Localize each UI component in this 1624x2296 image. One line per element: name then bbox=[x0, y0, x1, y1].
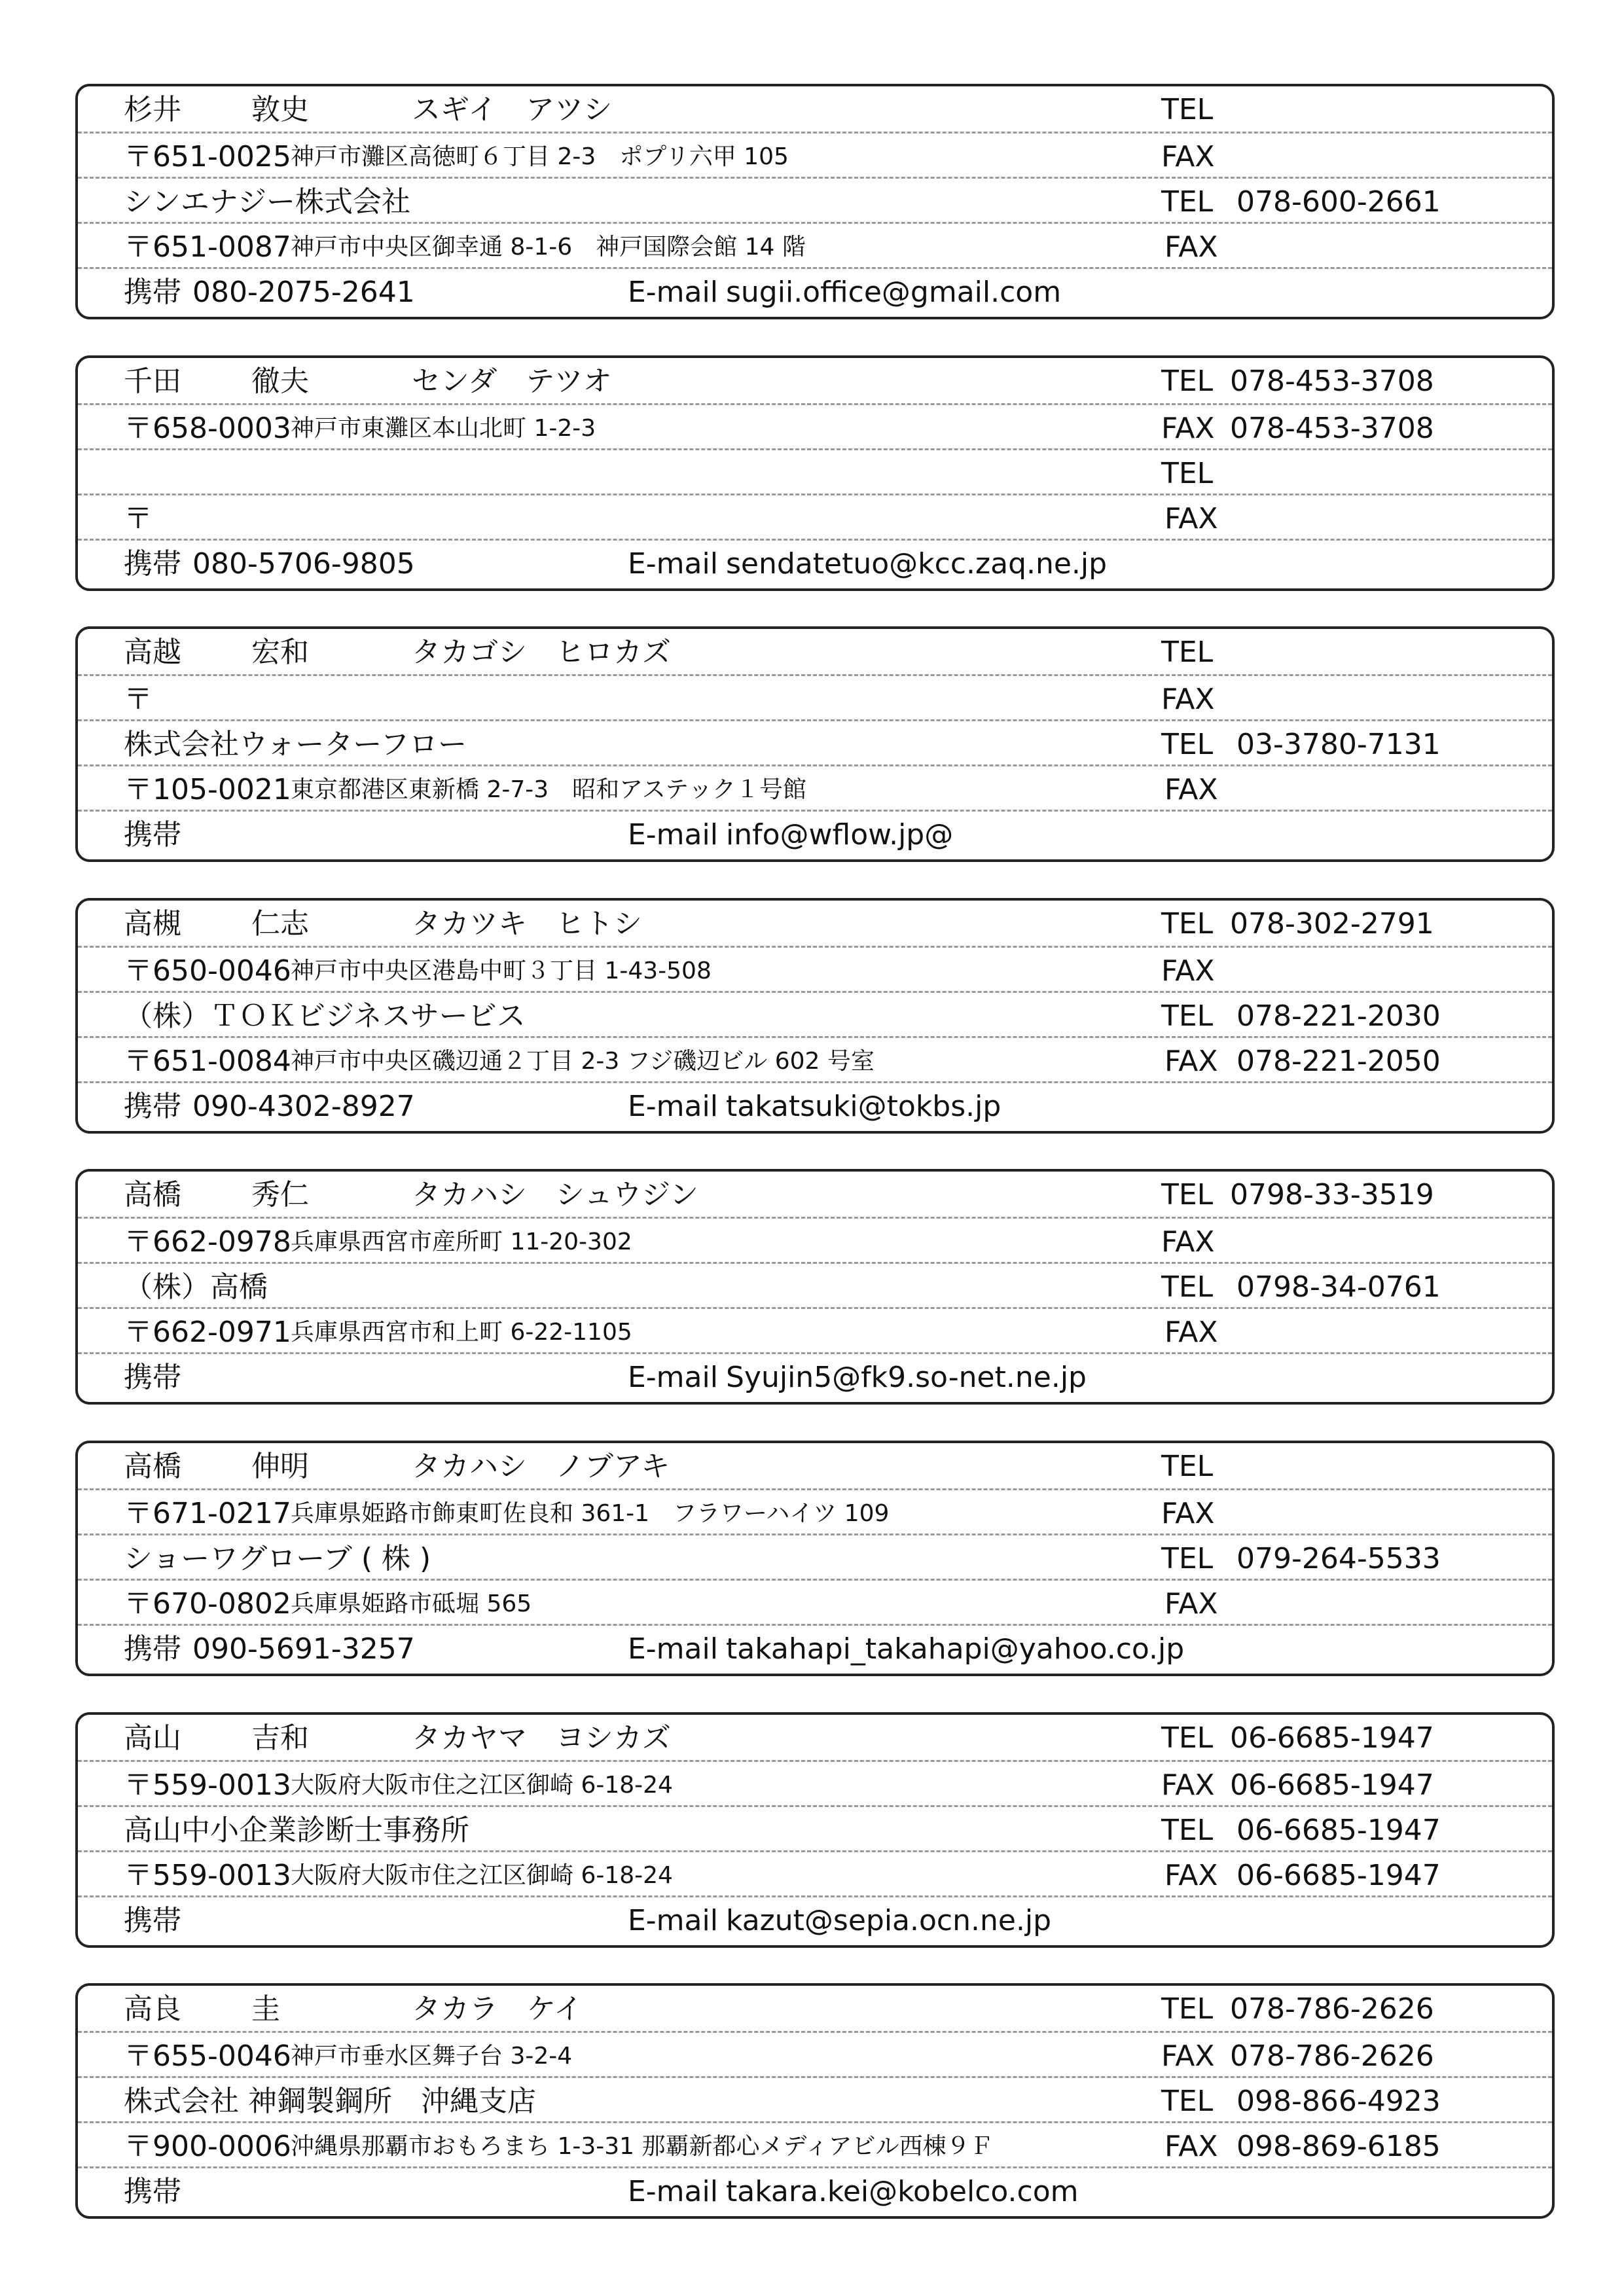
work-tel-label: TEL bbox=[1161, 999, 1214, 1033]
work-fax-label: FAX bbox=[1164, 502, 1218, 535]
card-row bbox=[78, 86, 1552, 132]
email-label: E-mail bbox=[628, 1904, 718, 1937]
home-fax-label: FAX bbox=[1161, 683, 1215, 716]
mobile-label: 携帯 bbox=[124, 2175, 181, 2208]
email-address: takahapi_takahapi@yahoo.co.jp bbox=[726, 1632, 1185, 1666]
work-fax-label: FAX bbox=[1164, 1045, 1218, 1078]
work-tel-label: TEL bbox=[1161, 2085, 1214, 2118]
home-postal-code: 〒559-0013 bbox=[124, 1768, 291, 1802]
card-row bbox=[78, 448, 1552, 493]
work-tel: 03-3780-7131 bbox=[1236, 728, 1441, 761]
work-postal-code: 〒 bbox=[124, 502, 153, 535]
email-label: E-mail bbox=[628, 1090, 718, 1123]
surname: 高良 bbox=[124, 1992, 181, 2026]
card-row bbox=[78, 1534, 1552, 1579]
card-row bbox=[78, 991, 1552, 1036]
card-row bbox=[78, 1307, 1552, 1352]
home-fax-label: FAX bbox=[1161, 2039, 1215, 2073]
home-tel-label: TEL bbox=[1161, 93, 1214, 126]
card-row bbox=[78, 1172, 1552, 1217]
home-fax-label: FAX bbox=[1161, 1497, 1215, 1530]
company-name: ショーワグローブ ( 株 ) bbox=[124, 1542, 431, 1575]
mobile-label: 携帯 bbox=[124, 1361, 181, 1394]
home-tel-label: TEL bbox=[1161, 1721, 1214, 1755]
mobile-label: 携帯 bbox=[124, 1632, 181, 1666]
work-tel-label: TEL bbox=[1161, 457, 1214, 490]
home-tel-label: TEL bbox=[1161, 1992, 1214, 2026]
card-row bbox=[78, 132, 1552, 177]
card-row bbox=[78, 946, 1552, 991]
surname: 高槻 bbox=[124, 907, 181, 941]
email-label: E-mail bbox=[628, 276, 718, 309]
home-fax-label: FAX bbox=[1161, 954, 1215, 988]
email-label: E-mail bbox=[628, 1361, 718, 1394]
company-name: 株式会社ウォーターフロー bbox=[124, 728, 467, 761]
name-kana: スギイ アツシ bbox=[412, 93, 613, 126]
work-tel-label: TEL bbox=[1161, 728, 1214, 761]
work-fax: 06-6685-1947 bbox=[1236, 1859, 1441, 1892]
company-name: （株）ＴＯＫビジネスサービス bbox=[124, 999, 526, 1033]
work-fax: 078-221-2050 bbox=[1236, 1045, 1441, 1078]
card-row bbox=[78, 2031, 1552, 2076]
work-fax-label: FAX bbox=[1164, 773, 1218, 806]
work-fax-label: FAX bbox=[1164, 1587, 1218, 1621]
work-address: 神戸市中央区磯辺通２丁目 2-3 フジ磯辺ビル 602 号室 bbox=[291, 1048, 875, 1075]
contact-card bbox=[75, 626, 1555, 862]
card-row bbox=[78, 267, 1552, 312]
home-fax: 06-6685-1947 bbox=[1230, 1768, 1434, 1802]
home-address: 神戸市垂水区舞子台 3-2-4 bbox=[291, 2043, 573, 2070]
contact-card bbox=[75, 898, 1555, 1134]
work-fax-label: FAX bbox=[1164, 2130, 1218, 2163]
email-label: E-mail bbox=[628, 547, 718, 581]
work-fax-label: FAX bbox=[1164, 230, 1218, 264]
home-tel-label: TEL bbox=[1161, 1178, 1214, 1211]
home-tel: 078-786-2626 bbox=[1230, 1992, 1434, 2026]
surname: 千田 bbox=[124, 365, 181, 398]
card-row bbox=[78, 403, 1552, 448]
surname: 高橋 bbox=[124, 1450, 181, 1483]
home-tel-label: TEL bbox=[1161, 1450, 1214, 1483]
given-name: 敦史 bbox=[251, 93, 309, 126]
name-kana: タカラ ケイ bbox=[412, 1992, 583, 2026]
work-address: 沖縄県那覇市おもろまち 1-3-31 那覇新都心メディアビル西棟９Ｆ bbox=[291, 2133, 994, 2160]
work-address: 大阪府大阪市住之江区御崎 6-18-24 bbox=[291, 1862, 673, 1889]
card-row bbox=[78, 358, 1552, 403]
card-row bbox=[78, 719, 1552, 764]
work-tel: 078-600-2661 bbox=[1236, 185, 1441, 219]
work-tel: 098-866-4923 bbox=[1236, 2085, 1441, 2118]
card-row bbox=[78, 2121, 1552, 2166]
company-name: 株式会社 神鋼製鋼所 沖縄支店 bbox=[124, 2085, 536, 2118]
name-kana: タカヤマ ヨシカズ bbox=[412, 1721, 671, 1755]
work-postal-code: 〒900-0006 bbox=[124, 2130, 291, 2163]
surname: 高山 bbox=[124, 1721, 181, 1755]
name-kana: タカツキ ヒトシ bbox=[412, 907, 642, 941]
work-address: 神戸市中央区御幸通 8-1-6 神戸国際会館 14 階 bbox=[291, 234, 806, 260]
email-label: E-mail bbox=[628, 1632, 718, 1666]
work-postal-code: 〒670-0802 bbox=[124, 1587, 291, 1621]
work-fax-label: FAX bbox=[1164, 1316, 1218, 1349]
contact-card bbox=[75, 1441, 1555, 1676]
home-fax-label: FAX bbox=[1161, 1225, 1215, 1259]
company-name: シンエナジー株式会社 bbox=[124, 185, 411, 219]
home-fax-label: FAX bbox=[1161, 412, 1215, 445]
home-fax: 078-453-3708 bbox=[1230, 412, 1434, 445]
email-label: E-mail bbox=[628, 818, 718, 852]
work-address: 東京都港区東新橋 2-7-3 昭和アステック１号館 bbox=[291, 776, 806, 803]
card-row bbox=[78, 177, 1552, 222]
given-name: 圭 bbox=[251, 1992, 280, 2026]
contact-card bbox=[75, 355, 1555, 591]
given-name: 徹夫 bbox=[251, 365, 309, 398]
card-row bbox=[78, 629, 1552, 674]
mobile-number: 080-2075-2641 bbox=[192, 276, 415, 309]
card-row bbox=[78, 1488, 1552, 1534]
card-row bbox=[78, 1715, 1552, 1760]
work-tel: 078-221-2030 bbox=[1236, 999, 1441, 1033]
name-kana: タカハシ ノブアキ bbox=[412, 1450, 670, 1483]
card-row bbox=[78, 1624, 1552, 1669]
work-tel: 0798-34-0761 bbox=[1236, 1270, 1441, 1304]
mobile-label: 携帯 bbox=[124, 818, 181, 852]
home-postal-code: 〒 bbox=[124, 683, 153, 716]
home-tel-label: TEL bbox=[1161, 636, 1214, 669]
work-fax-label: FAX bbox=[1164, 1859, 1218, 1892]
email-address: sugii.office@gmail.com bbox=[726, 276, 1062, 309]
card-row bbox=[78, 1217, 1552, 1262]
card-row bbox=[78, 539, 1552, 584]
card-row bbox=[78, 1036, 1552, 1081]
surname: 高橋 bbox=[124, 1178, 181, 1211]
email-address: takara.kei@kobelco.com bbox=[726, 2175, 1079, 2208]
contact-card bbox=[75, 1983, 1555, 2219]
given-name: 宏和 bbox=[251, 636, 309, 669]
home-tel: 06-6685-1947 bbox=[1230, 1721, 1434, 1755]
email-address: kazut@sepia.ocn.ne.jp bbox=[726, 1904, 1052, 1937]
card-row bbox=[78, 901, 1552, 946]
given-name: 仁志 bbox=[251, 907, 309, 941]
home-fax: 078-786-2626 bbox=[1230, 2039, 1434, 2073]
work-postal-code: 〒662-0971 bbox=[124, 1316, 291, 1349]
card-row bbox=[78, 1805, 1552, 1850]
given-name: 吉和 bbox=[251, 1721, 309, 1755]
home-postal-code: 〒655-0046 bbox=[124, 2039, 291, 2073]
home-tel: 078-302-2791 bbox=[1230, 907, 1434, 941]
card-row bbox=[78, 222, 1552, 267]
home-address: 兵庫県西宮市産所町 11-20-302 bbox=[291, 1229, 632, 1255]
mobile-label: 携帯 bbox=[124, 1904, 181, 1937]
email-address: sendatetuo@kcc.zaq.ne.jp bbox=[726, 547, 1108, 581]
surname: 高越 bbox=[124, 636, 181, 669]
home-postal-code: 〒662-0978 bbox=[124, 1225, 291, 1259]
card-row bbox=[78, 1262, 1552, 1307]
home-tel-label: TEL bbox=[1161, 365, 1214, 398]
home-address: 兵庫県姫路市飾東町佐良和 361-1 フラワーハイツ 109 bbox=[291, 1500, 890, 1527]
card-row bbox=[78, 1760, 1552, 1805]
home-address: 大阪府大阪市住之江区御崎 6-18-24 bbox=[291, 1772, 673, 1799]
work-postal-code: 〒651-0084 bbox=[124, 1045, 291, 1078]
work-postal-code: 〒105-0021 bbox=[124, 773, 291, 806]
given-name: 伸明 bbox=[251, 1450, 309, 1483]
home-tel: 078-453-3708 bbox=[1230, 365, 1434, 398]
mobile-label: 携帯 bbox=[124, 276, 181, 309]
contact-card bbox=[75, 1169, 1555, 1405]
name-kana: タカゴシ ヒロカズ bbox=[412, 636, 671, 669]
mobile-label: 携帯 bbox=[124, 1090, 181, 1123]
work-tel-label: TEL bbox=[1161, 1814, 1214, 1847]
name-kana: タカハシ シュウジン bbox=[412, 1178, 699, 1211]
email-label: E-mail bbox=[628, 2175, 718, 2208]
card-row bbox=[78, 810, 1552, 855]
contact-card bbox=[75, 1712, 1555, 1948]
home-fax-label: FAX bbox=[1161, 1768, 1215, 1802]
work-tel-label: TEL bbox=[1161, 1542, 1214, 1575]
work-fax: 098-869-6185 bbox=[1236, 2130, 1441, 2163]
home-fax-label: FAX bbox=[1161, 140, 1215, 173]
name-kana: センダ テツオ bbox=[412, 365, 612, 398]
home-address: 神戸市灘区高徳町６丁目 2-3 ポプリ六甲 105 bbox=[291, 143, 789, 170]
card-row bbox=[78, 1352, 1552, 1397]
card-row bbox=[78, 2076, 1552, 2121]
home-tel: 0798-33-3519 bbox=[1230, 1178, 1434, 1211]
home-address: 神戸市中央区港島中町３丁目 1-43-508 bbox=[291, 958, 712, 984]
card-row bbox=[78, 1850, 1552, 1895]
email-address: takatsuki@tokbs.jp bbox=[726, 1090, 1001, 1123]
work-postal-code: 〒651-0087 bbox=[124, 230, 291, 264]
work-postal-code: 〒559-0013 bbox=[124, 1859, 291, 1892]
card-row bbox=[78, 1986, 1552, 2031]
card-row bbox=[78, 764, 1552, 810]
work-tel-label: TEL bbox=[1161, 185, 1214, 219]
given-name: 秀仁 bbox=[251, 1178, 309, 1211]
mobile-number: 090-4302-8927 bbox=[192, 1090, 415, 1123]
work-address: 兵庫県姫路市砥堀 565 bbox=[291, 1590, 532, 1617]
home-address: 神戸市東灘区本山北町 1-2-3 bbox=[291, 415, 596, 442]
email-address: Syujin5@fk9.so-net.ne.jp bbox=[726, 1361, 1087, 1394]
contact-card bbox=[75, 84, 1555, 319]
card-row bbox=[78, 1443, 1552, 1488]
work-tel: 079-264-5533 bbox=[1236, 1542, 1441, 1575]
mobile-number: 080-5706-9805 bbox=[192, 547, 415, 581]
company-name: 高山中小企業診断士事務所 bbox=[124, 1814, 469, 1847]
home-tel-label: TEL bbox=[1161, 907, 1214, 941]
card-row bbox=[78, 1579, 1552, 1624]
home-postal-code: 〒658-0003 bbox=[124, 412, 291, 445]
home-postal-code: 〒650-0046 bbox=[124, 954, 291, 988]
mobile-label: 携帯 bbox=[124, 547, 181, 581]
company-name: （株）高橋 bbox=[124, 1270, 268, 1304]
home-postal-code: 〒671-0217 bbox=[124, 1497, 291, 1530]
email-address: info@wflow.jp@ bbox=[726, 818, 954, 852]
mobile-number: 090-5691-3257 bbox=[192, 1632, 415, 1666]
surname: 杉井 bbox=[124, 93, 181, 126]
card-row bbox=[78, 1895, 1552, 1941]
work-tel: 06-6685-1947 bbox=[1236, 1814, 1441, 1847]
home-postal-code: 〒651-0025 bbox=[124, 140, 291, 173]
work-tel-label: TEL bbox=[1161, 1270, 1214, 1304]
card-row bbox=[78, 2166, 1552, 2212]
card-row bbox=[78, 674, 1552, 719]
card-row bbox=[78, 493, 1552, 539]
work-address: 兵庫県西宮市和上町 6-22-1105 bbox=[291, 1319, 632, 1346]
card-row bbox=[78, 1081, 1552, 1126]
